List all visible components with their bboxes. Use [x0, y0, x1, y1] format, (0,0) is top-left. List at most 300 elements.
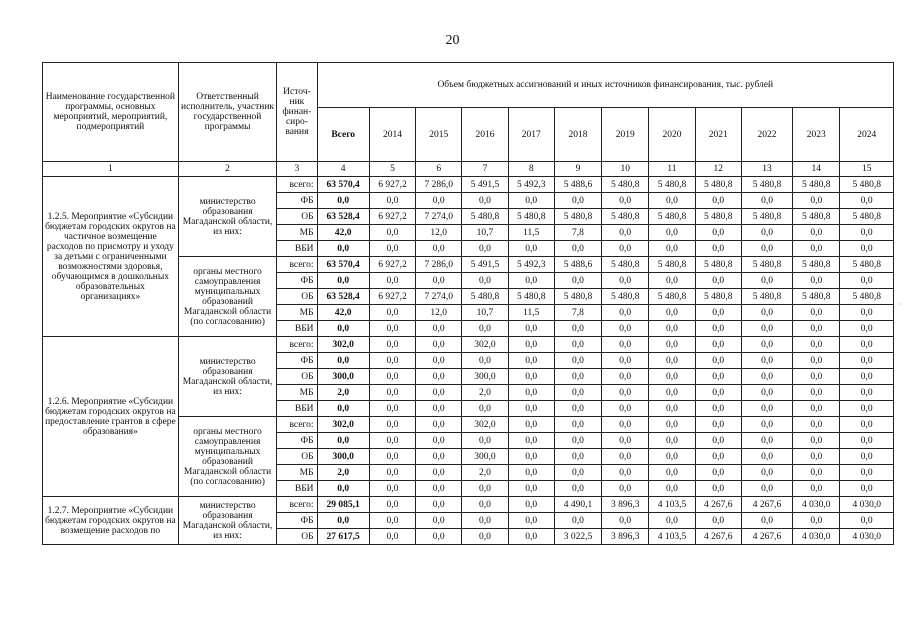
year-value: 5 480,8 [695, 257, 741, 273]
year-value: 0,0 [508, 497, 554, 513]
funding-source: ВБИ [277, 481, 317, 497]
year-value: 0,0 [369, 193, 415, 209]
year-value: 0,0 [649, 273, 695, 289]
year-value: 0,0 [741, 193, 792, 209]
year-value: 0,0 [649, 369, 695, 385]
year-value: 0,0 [508, 417, 554, 433]
year-value: 0,0 [369, 369, 415, 385]
header-year: 2023 [793, 108, 840, 162]
year-value: 0,0 [369, 529, 415, 545]
year-value: 0,0 [369, 433, 415, 449]
table-row [43, 497, 894, 513]
year-value: 302,0 [462, 337, 508, 353]
year-value: 5 480,8 [695, 209, 741, 225]
year-value: 0,0 [695, 465, 741, 481]
column-number: 13 [741, 162, 792, 177]
year-value: 0,0 [840, 481, 894, 497]
year-value: 0,0 [462, 401, 508, 417]
column-number: 12 [695, 162, 741, 177]
year-value: 5 480,8 [602, 209, 649, 225]
year-value: 0,0 [840, 369, 894, 385]
header-year: 2021 [695, 108, 741, 162]
year-value: 0,0 [369, 497, 415, 513]
year-value: 0,0 [741, 513, 792, 529]
funding-source: ОБ [277, 449, 317, 465]
year-value: 0,0 [695, 513, 741, 529]
year-value: 5 480,8 [741, 177, 792, 193]
row-total: 0,0 [317, 273, 369, 289]
funding-source: ОБ [277, 529, 317, 545]
year-value: 0,0 [741, 321, 792, 337]
year-value: 0,0 [602, 481, 649, 497]
column-number: 5 [369, 162, 415, 177]
row-total: 63 528,4 [317, 289, 369, 305]
year-value: 0,0 [793, 369, 840, 385]
responsible-executor: органы местного самоуправления муниципальных образований Магаданской области (по согласованию) [178, 257, 277, 337]
funding-source: МБ [277, 305, 317, 321]
year-value: 3 896,3 [602, 497, 649, 513]
row-total: 300,0 [317, 369, 369, 385]
year-value: 0,0 [840, 417, 894, 433]
year-value: 0,0 [416, 449, 462, 465]
year-value: 5 480,8 [793, 257, 840, 273]
column-number: 2 [178, 162, 277, 177]
year-value: 5 488,6 [554, 257, 601, 273]
year-value: 0,0 [508, 529, 554, 545]
row-total: 63 528,4 [317, 209, 369, 225]
year-value: 5 480,8 [741, 257, 792, 273]
year-value: 0,0 [554, 369, 601, 385]
year-value: 4 030,0 [793, 529, 840, 545]
year-value: 5 480,8 [741, 289, 792, 305]
row-total: 29 085,1 [317, 497, 369, 513]
responsible-executor: министерство образования Магаданской области, из них: [178, 497, 277, 545]
year-value: 0,0 [416, 241, 462, 257]
year-value: 0,0 [554, 193, 601, 209]
year-value: 0,0 [649, 353, 695, 369]
year-value: 5 480,8 [649, 257, 695, 273]
table-row [43, 177, 894, 193]
year-value: 0,0 [840, 513, 894, 529]
year-value: 0,0 [649, 449, 695, 465]
year-value: 5 480,8 [554, 209, 601, 225]
year-value: 0,0 [695, 241, 741, 257]
year-value: 0,0 [554, 481, 601, 497]
year-value: 5 488,6 [554, 177, 601, 193]
year-value: 0,0 [741, 449, 792, 465]
year-value: 0,0 [602, 465, 649, 481]
year-value: 300,0 [462, 449, 508, 465]
column-number: 8 [508, 162, 554, 177]
year-value: 0,0 [602, 369, 649, 385]
year-value: 0,0 [840, 353, 894, 369]
year-value: 0,0 [649, 513, 695, 529]
year-value: 0,0 [369, 449, 415, 465]
year-value: 0,0 [602, 193, 649, 209]
year-value: 0,0 [462, 273, 508, 289]
year-value: 0,0 [602, 305, 649, 321]
funding-source: ФБ [277, 353, 317, 369]
year-value: 0,0 [695, 273, 741, 289]
measure-name: 1.2.5. Мероприятие «Субсидии бюджетам городских округов на частичное возмещение расходов по присмотру и уходу за детьми с ограниченными возможностями здоровья, обучающимся в дошкольных образовательных организациях» [43, 177, 179, 337]
year-value: 5 480,8 [649, 209, 695, 225]
row-total: 0,0 [317, 433, 369, 449]
year-value: 0,0 [649, 385, 695, 401]
year-value: 0,0 [508, 369, 554, 385]
year-value: 2,0 [462, 465, 508, 481]
row-total: 42,0 [317, 305, 369, 321]
year-value: 2,0 [462, 385, 508, 401]
year-value: 0,0 [602, 273, 649, 289]
year-value: 0,0 [602, 513, 649, 529]
year-value: 5 480,8 [793, 289, 840, 305]
year-value: 5 480,8 [649, 289, 695, 305]
year-value: 0,0 [554, 353, 601, 369]
year-value: 0,0 [793, 385, 840, 401]
responsible-executor: министерство образования Магаданской области, из них: [178, 177, 277, 257]
year-value: 0,0 [793, 353, 840, 369]
row-total: 300,0 [317, 449, 369, 465]
year-value: 5 480,8 [508, 209, 554, 225]
year-value: 12,0 [416, 225, 462, 241]
page-number: 20 [445, 33, 460, 48]
year-value: 4 103,5 [649, 497, 695, 513]
funding-source: ОБ [277, 289, 317, 305]
year-value: 0,0 [554, 321, 601, 337]
year-value: 6 927,2 [369, 289, 415, 305]
year-value: 0,0 [369, 513, 415, 529]
row-total: 302,0 [317, 417, 369, 433]
column-number: 4 [317, 162, 369, 177]
column-number: 3 [277, 162, 317, 177]
year-value: 0,0 [649, 241, 695, 257]
year-value: 3 022,5 [554, 529, 601, 545]
year-value: 0,0 [741, 401, 792, 417]
funding-source: всего: [277, 337, 317, 353]
year-value: 0,0 [508, 321, 554, 337]
year-value: 5 480,8 [840, 177, 894, 193]
year-value: 5 480,8 [602, 289, 649, 305]
year-value: 0,0 [741, 305, 792, 321]
year-value: 0,0 [649, 417, 695, 433]
year-value: 0,0 [649, 305, 695, 321]
year-value: 0,0 [416, 401, 462, 417]
year-value: 6 927,2 [369, 209, 415, 225]
measure-name: 1.2.7. Мероприятие «Субсидии бюджетам городских округов на возмещение расходов по [43, 497, 179, 545]
year-value: 0,0 [416, 273, 462, 289]
column-number: 1 [43, 162, 179, 177]
year-value: 0,0 [462, 241, 508, 257]
year-value: 0,0 [554, 449, 601, 465]
funding-source: всего: [277, 497, 317, 513]
year-value: 0,0 [840, 433, 894, 449]
year-value: 0,0 [649, 337, 695, 353]
row-total: 63 570,4 [317, 257, 369, 273]
year-value: 0,0 [649, 225, 695, 241]
year-value: 11,5 [508, 305, 554, 321]
year-value: 0,0 [840, 385, 894, 401]
year-value: 5 480,8 [840, 289, 894, 305]
year-value: 6 927,2 [369, 177, 415, 193]
year-value: 0,0 [416, 321, 462, 337]
year-value: 0,0 [416, 497, 462, 513]
funding-source: ОБ [277, 209, 317, 225]
year-value: 7 286,0 [416, 177, 462, 193]
year-value: 5 480,8 [793, 177, 840, 193]
year-value: 11,5 [508, 225, 554, 241]
table-row [43, 337, 894, 353]
year-value: 0,0 [741, 241, 792, 257]
year-value: 0,0 [840, 337, 894, 353]
funding-source: ФБ [277, 273, 317, 289]
year-value: 0,0 [369, 241, 415, 257]
year-value: 0,0 [695, 353, 741, 369]
year-value: 0,0 [741, 385, 792, 401]
year-value: 0,0 [695, 481, 741, 497]
year-value: 0,0 [462, 529, 508, 545]
responsible-executor: министерство образования Магаданской области, из них: [178, 337, 277, 417]
year-value: 0,0 [741, 337, 792, 353]
year-value: 0,0 [840, 273, 894, 289]
year-value: 0,0 [416, 481, 462, 497]
header-year: 2017 [508, 108, 554, 162]
funding-source: МБ [277, 225, 317, 241]
year-value: 0,0 [649, 401, 695, 417]
header-row-top [43, 63, 894, 108]
year-value: 0,0 [554, 417, 601, 433]
year-value: 0,0 [602, 449, 649, 465]
year-value: 7 274,0 [416, 289, 462, 305]
year-value: 0,0 [695, 305, 741, 321]
table-header [43, 63, 894, 177]
year-value: 0,0 [554, 465, 601, 481]
margin-mark: · [898, 300, 901, 309]
year-value: 0,0 [695, 401, 741, 417]
year-value: 0,0 [416, 513, 462, 529]
year-value: 4 267,6 [695, 497, 741, 513]
year-value: 0,0 [741, 417, 792, 433]
year-value: 0,0 [508, 401, 554, 417]
column-number-row [43, 162, 894, 177]
year-value: 0,0 [416, 529, 462, 545]
column-number: 15 [840, 162, 894, 177]
year-value: 0,0 [793, 305, 840, 321]
year-value: 0,0 [462, 513, 508, 529]
year-value: 0,0 [840, 225, 894, 241]
year-value: 0,0 [602, 385, 649, 401]
funding-source: ФБ [277, 193, 317, 209]
year-value: 0,0 [508, 273, 554, 289]
year-value: 4 030,0 [793, 497, 840, 513]
year-value: 0,0 [554, 337, 601, 353]
header-year: 2022 [741, 108, 792, 162]
year-value: 0,0 [602, 417, 649, 433]
year-value: 5 480,8 [649, 177, 695, 193]
year-value: 0,0 [554, 273, 601, 289]
column-number: 6 [416, 162, 462, 177]
year-value: 0,0 [508, 481, 554, 497]
header-year: 2016 [462, 108, 508, 162]
year-value: 0,0 [741, 433, 792, 449]
year-value: 0,0 [602, 225, 649, 241]
year-value: 0,0 [741, 225, 792, 241]
year-value: 5 492,3 [508, 257, 554, 273]
header-year: 2014 [369, 108, 415, 162]
funding-source: всего: [277, 177, 317, 193]
year-value: 4 030,0 [840, 497, 894, 513]
header-responsible: Ответственный исполнитель, участник государственной программы [178, 63, 277, 162]
header-year: 2018 [554, 108, 601, 162]
year-value: 302,0 [462, 417, 508, 433]
year-value: 4 490,1 [554, 497, 601, 513]
year-value: 7 286,0 [416, 257, 462, 273]
year-value: 0,0 [793, 337, 840, 353]
year-value: 0,0 [369, 337, 415, 353]
year-value: 0,0 [416, 369, 462, 385]
year-value: 5 492,3 [508, 177, 554, 193]
year-value: 0,0 [554, 401, 601, 417]
year-value: 5 480,8 [741, 209, 792, 225]
row-total: 42,0 [317, 225, 369, 241]
year-value: 0,0 [840, 241, 894, 257]
row-total: 0,0 [317, 193, 369, 209]
year-value: 0,0 [695, 321, 741, 337]
year-value: 5 491,5 [462, 177, 508, 193]
year-value: 0,0 [462, 433, 508, 449]
year-value: 0,0 [602, 321, 649, 337]
column-number: 7 [462, 162, 508, 177]
year-value: 0,0 [840, 401, 894, 417]
year-value: 0,0 [416, 385, 462, 401]
row-total: 0,0 [317, 353, 369, 369]
funding-source: ВБИ [277, 401, 317, 417]
year-value: 0,0 [741, 273, 792, 289]
year-value: 10,7 [462, 305, 508, 321]
year-value: 7,8 [554, 305, 601, 321]
year-value: 0,0 [741, 481, 792, 497]
year-value: 0,0 [369, 305, 415, 321]
header-year: 2015 [416, 108, 462, 162]
year-value: 5 480,8 [602, 177, 649, 193]
year-value: 0,0 [741, 353, 792, 369]
year-value: 0,0 [462, 321, 508, 337]
year-value: 0,0 [793, 481, 840, 497]
year-value: 0,0 [695, 433, 741, 449]
year-value: 5 480,8 [508, 289, 554, 305]
year-value: 5 480,8 [695, 177, 741, 193]
year-value: 0,0 [649, 433, 695, 449]
row-total: 27 617,5 [317, 529, 369, 545]
row-total: 0,0 [317, 481, 369, 497]
year-value: 3 896,3 [602, 529, 649, 545]
year-value: 5 480,8 [840, 257, 894, 273]
header-year: 2024 [840, 108, 894, 162]
year-value: 0,0 [554, 385, 601, 401]
year-value: 0,0 [793, 321, 840, 337]
row-total: 0,0 [317, 321, 369, 337]
funding-source: ОБ [277, 369, 317, 385]
year-value: 0,0 [649, 465, 695, 481]
year-value: 5 480,8 [793, 209, 840, 225]
year-value: 0,0 [840, 449, 894, 465]
funding-source: всего: [277, 257, 317, 273]
year-value: 0,0 [793, 465, 840, 481]
row-total: 0,0 [317, 401, 369, 417]
funding-source: ФБ [277, 513, 317, 529]
year-value: 0,0 [416, 193, 462, 209]
year-value: 5 480,8 [602, 257, 649, 273]
funding-source: ВБИ [277, 321, 317, 337]
year-value: 0,0 [554, 433, 601, 449]
year-value: 0,0 [508, 433, 554, 449]
year-value: 5 480,8 [462, 289, 508, 305]
year-value: 0,0 [649, 321, 695, 337]
column-number: 14 [793, 162, 840, 177]
header-source: Источ-ник финан-сиро-вания [277, 63, 317, 162]
responsible-executor: органы местного самоуправления муниципальных образований Магаданской области (по согласованию) [178, 417, 277, 497]
funding-source: МБ [277, 465, 317, 481]
year-value: 4 267,6 [695, 529, 741, 545]
year-value: 0,0 [554, 513, 601, 529]
row-total: 0,0 [317, 513, 369, 529]
year-value: 0,0 [369, 385, 415, 401]
year-value: 300,0 [462, 369, 508, 385]
year-value: 0,0 [649, 193, 695, 209]
year-value: 5 491,5 [462, 257, 508, 273]
row-total: 2,0 [317, 385, 369, 401]
year-value: 0,0 [416, 417, 462, 433]
year-value: 0,0 [462, 193, 508, 209]
year-value: 0,0 [793, 241, 840, 257]
year-value: 4 030,0 [840, 529, 894, 545]
year-value: 0,0 [369, 273, 415, 289]
year-value: 0,0 [462, 481, 508, 497]
header-total: Всего [317, 108, 369, 162]
year-value: 0,0 [369, 481, 415, 497]
year-value: 0,0 [602, 337, 649, 353]
year-value: 0,0 [695, 193, 741, 209]
budget-table [42, 62, 894, 545]
year-value: 0,0 [840, 465, 894, 481]
year-value: 0,0 [462, 497, 508, 513]
year-value: 0,0 [602, 433, 649, 449]
year-value: 0,0 [793, 193, 840, 209]
year-value: 10,7 [462, 225, 508, 241]
year-value: 0,0 [695, 337, 741, 353]
year-value: 0,0 [416, 337, 462, 353]
row-total: 2,0 [317, 465, 369, 481]
year-value: 0,0 [793, 513, 840, 529]
year-value: 0,0 [793, 417, 840, 433]
year-value: 0,0 [793, 449, 840, 465]
measure-name: 1.2.6. Мероприятие «Субсидии бюджетам городских округов на предоставление грантов в сфере образования» [43, 337, 179, 497]
year-value: 0,0 [695, 385, 741, 401]
funding-source: всего: [277, 417, 317, 433]
year-value: 0,0 [508, 513, 554, 529]
year-value: 0,0 [416, 433, 462, 449]
column-number: 11 [649, 162, 695, 177]
year-value: 0,0 [508, 241, 554, 257]
year-value: 0,0 [695, 449, 741, 465]
year-value: 0,0 [508, 353, 554, 369]
year-value: 0,0 [416, 465, 462, 481]
header-year: 2020 [649, 108, 695, 162]
year-value: 0,0 [369, 417, 415, 433]
year-value: 0,0 [741, 369, 792, 385]
year-value: 0,0 [462, 353, 508, 369]
year-value: 0,0 [793, 225, 840, 241]
year-value: 6 927,2 [369, 257, 415, 273]
